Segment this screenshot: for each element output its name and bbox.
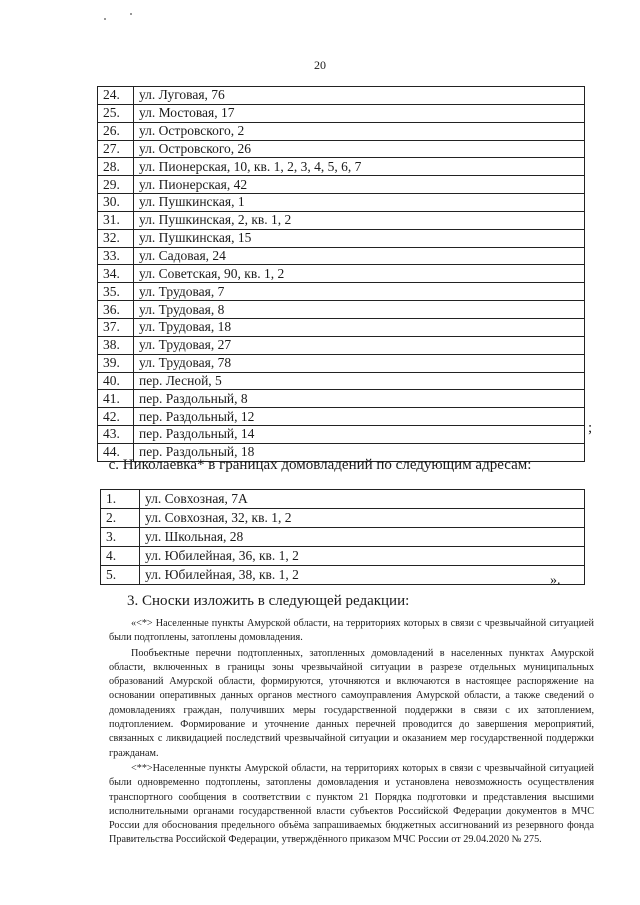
table-row	[101, 566, 585, 585]
row-address: ул. Советская, 90, кв. 1, 2	[134, 265, 585, 283]
table-row	[98, 122, 585, 140]
row-number: 24.	[98, 87, 134, 105]
footnote-double-star: <**>Населенные пункты Амурской области, на территориях которых в связи с чрезвычайной ситуацией были одновременно подтоплены, затоплены домовладения и установлена невозможность осуществления транспортного сообщения в соответствии с пунктом 21 Порядка подготовки и представления высшими исполнительными органами государственной власти субъектов Российской Федерации документов в МЧС России для обоснования предельного объёма запрашиваемых бюджетных ассигнований из резервного фонда Правительства Российской Федерации, утверждённого приказом МЧС России от 29.04.2020 № 275.	[109, 762, 594, 846]
row-number: 30.	[98, 194, 134, 212]
row-number: 44.	[98, 443, 134, 461]
row-number: 27.	[98, 140, 134, 158]
table-row	[98, 229, 585, 247]
row-number: 3.	[101, 528, 140, 547]
footnote-explanation: Пообъектные перечни подтопленных, затопленных домовладений в населенных пунктах Амурской области, включенных в границы зоны чрезвычайной ситуации в разрезе отдельных муниципальных образований Амурской области, формируются, уточняются и включаются в настоящее распоряжение на основании оперативных данных органов местного самоуправления Амурской области, а также сведений о домовладениях граждан, получивших меры государственной поддержки в связи с их затоплением, подтоплением. Формирование и уточнение данных перечней проводится до завершения мероприятий, связанных с ликвидацией последствий чрезвычайной ситуации и оказанием мер государственной поддержки гражданам.	[109, 647, 594, 759]
row-address: пер. Раздольный, 18	[134, 443, 585, 461]
table-row	[101, 547, 585, 566]
row-number: 26.	[98, 122, 134, 140]
table-row	[101, 490, 585, 509]
table-row	[98, 176, 585, 194]
table-row	[98, 318, 585, 336]
row-address: ул. Совхозная, 32, кв. 1, 2	[140, 509, 585, 528]
footnotes-block	[109, 617, 594, 848]
row-number: 37.	[98, 318, 134, 336]
row-address: ул. Трудовая, 7	[134, 283, 585, 301]
row-address: ул. Трудовая, 27	[134, 336, 585, 354]
row-number: 43.	[98, 426, 134, 444]
row-address: ул. Юбилейная, 36, кв. 1, 2	[140, 547, 585, 566]
row-number: 28.	[98, 158, 134, 176]
table-row	[98, 390, 585, 408]
section-title: 3. Сноски изложить в следующей редакции:	[127, 593, 410, 609]
row-address: ул. Трудовая, 18	[134, 318, 585, 336]
row-number: 34.	[98, 265, 134, 283]
row-address: ул. Луговая, 76	[134, 87, 585, 105]
row-address: ул. Островского, 26	[134, 140, 585, 158]
row-number: 29.	[98, 176, 134, 194]
row-address: ул. Пионерская, 42	[134, 176, 585, 194]
row-address: ул. Пушкинская, 2, кв. 1, 2	[134, 211, 585, 229]
row-address: ул. Трудовая, 78	[134, 354, 585, 372]
table-row	[98, 426, 585, 444]
table-row	[98, 372, 585, 390]
table-row	[98, 158, 585, 176]
row-address: ул. Совхозная, 7А	[140, 490, 585, 509]
table-row	[98, 104, 585, 122]
table-row	[98, 140, 585, 158]
footnote-single-star: «<*> Населенные пункты Амурской области, на территориях которых в связи с чрезвычайной ситуацией были подтоплены, затоплены домовладения.	[109, 618, 594, 644]
row-address: ул. Мостовая, 17	[134, 104, 585, 122]
row-address: ул. Пушкинская, 1	[134, 194, 585, 212]
closing-quote: ».	[550, 573, 561, 588]
table-end-semicolon: ;	[588, 420, 593, 436]
row-number: 40.	[98, 372, 134, 390]
table-row	[98, 194, 585, 212]
page-number: 20	[314, 58, 326, 72]
row-number: 4.	[101, 547, 140, 566]
table-row	[98, 301, 585, 319]
scan-speck	[130, 13, 132, 15]
address-table-continued	[97, 86, 585, 462]
row-number: 33.	[98, 247, 134, 265]
table-row	[101, 509, 585, 528]
table-row	[98, 265, 585, 283]
row-number: 25.	[98, 104, 134, 122]
row-address: пер. Раздольный, 14	[134, 426, 585, 444]
table-row	[98, 211, 585, 229]
scan-speck	[104, 18, 106, 20]
row-address: ул. Пионерская, 10, кв. 1, 2, 3, 4, 5, 6, 7	[134, 158, 585, 176]
row-number: 39.	[98, 354, 134, 372]
row-address: пер. Лесной, 5	[134, 372, 585, 390]
table-row	[98, 408, 585, 426]
row-number: 31.	[98, 211, 134, 229]
row-address: ул. Трудовая, 8	[134, 301, 585, 319]
row-address: ул. Школьная, 28	[140, 528, 585, 547]
table-row	[98, 283, 585, 301]
row-number: 1.	[101, 490, 140, 509]
row-number: 32.	[98, 229, 134, 247]
row-address: ул. Садовая, 24	[134, 247, 585, 265]
row-number: 2.	[101, 509, 140, 528]
table-row	[98, 247, 585, 265]
row-number: 42.	[98, 408, 134, 426]
row-address: ул. Юбилейная, 38, кв. 1, 2	[140, 566, 585, 585]
table-row	[101, 528, 585, 547]
table-row	[98, 336, 585, 354]
row-address: ул. Пушкинская, 15	[134, 229, 585, 247]
address-table-nikolaevka	[100, 489, 585, 585]
table-row	[98, 354, 585, 372]
row-number: 38.	[98, 336, 134, 354]
row-number: 35.	[98, 283, 134, 301]
row-number: 36.	[98, 301, 134, 319]
row-number: 41.	[98, 390, 134, 408]
row-number: 5.	[101, 566, 140, 585]
row-address: пер. Раздольный, 12	[134, 408, 585, 426]
village-heading: с. Николаевка* в границах домовладений по следующим адресам:	[108, 457, 532, 473]
row-address: пер. Раздольный, 8	[134, 390, 585, 408]
row-address: ул. Островского, 2	[134, 122, 585, 140]
table-row	[98, 87, 585, 105]
